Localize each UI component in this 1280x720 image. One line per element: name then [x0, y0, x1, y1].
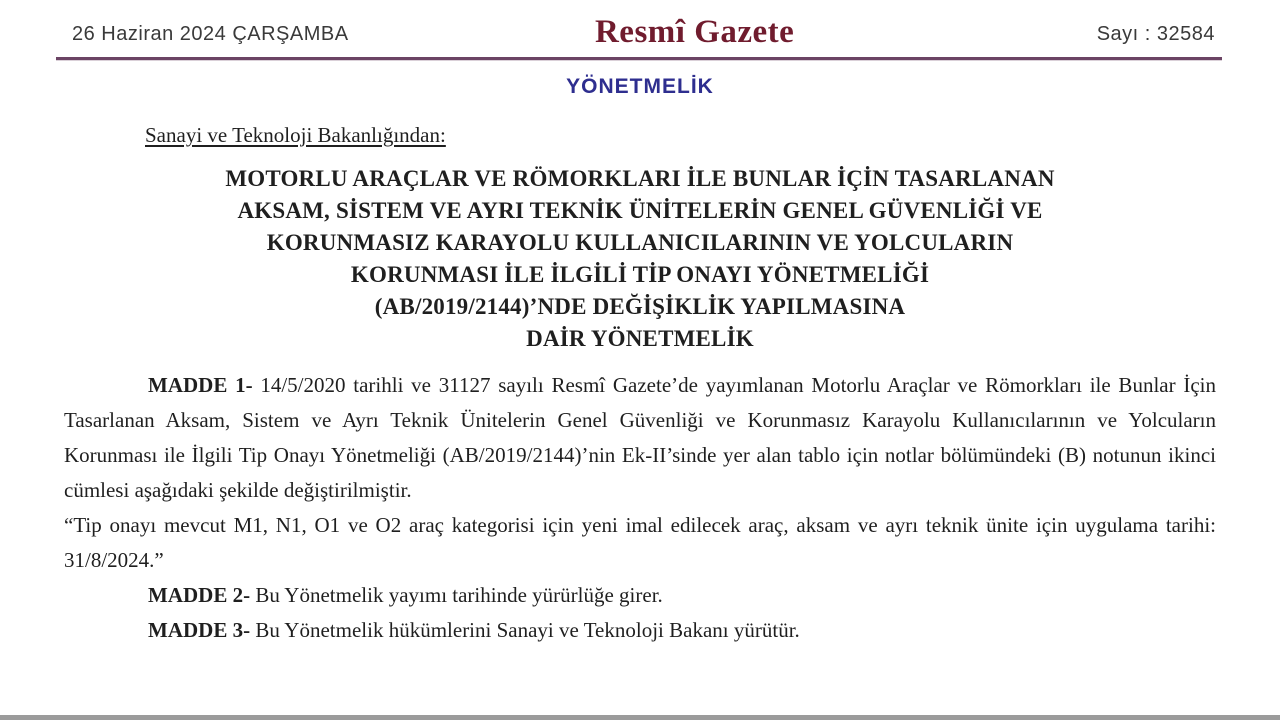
article-3-text: Bu Yönetmelik hükümlerini Sanayi ve Teknoloji Bakanı yürütür.	[250, 618, 800, 642]
article-3-label: MADDE 3-	[148, 618, 251, 642]
gazette-issue-number: Sayı : 32584	[1096, 23, 1215, 45]
regulation-title-line: AKSAM, SİSTEM VE AYRI TEKNİK ÜNİTELERİN GENEL GÜVENLİĞİ VE	[237, 198, 1043, 223]
regulation-title-line: KORUNMASI İLE İLGİLİ TİP ONAYI YÖNETMELİĞİ	[350, 262, 930, 287]
regulation-title-line: (AB/2019/2144)’NDE DEĞİŞİKLİK YAPILMASINA	[374, 294, 906, 319]
gazette-masthead-title: Resmî Gazete	[594, 14, 795, 50]
amendment-quote-paragraph: “Tip onayı mevcut M1, N1, O1 ve O2 araç kategorisi için yeni imal edilecek araç, aksam ve ayrı teknik ünite için uygulama tarihi: 31/8/2024.”	[64, 513, 1216, 572]
article-2-text: Bu Yönetmelik yayımı tarihinde yürürlüğe girer.	[250, 583, 663, 607]
article-3-paragraph	[64, 613, 1216, 648]
page-bottom-edge	[0, 715, 1280, 720]
document-body	[64, 368, 1216, 648]
regulation-title	[0, 163, 1280, 355]
header-divider	[56, 57, 1222, 60]
article-1-label: MADDE 1-	[148, 373, 253, 397]
regulation-title-line: DAİR YÖNETMELİK	[526, 326, 754, 351]
gazette-header	[0, 0, 1280, 57]
article-2-label: MADDE 2-	[148, 583, 251, 607]
article-1-text: 14/5/2020 tarihli ve 31127 sayılı Resmî Gazete’de yayımlanan Motorlu Araçlar ve Römorkları ile Bunlar İçin Tasarlanan Aksam, Sistem ve Ayrı Teknik Ünitelerin Genel Güvenliği ve Korunmasız Karayolu Kullanıcılarının ve Yolcuların Korunması ile İlgili Tip Onayı Yönetmeliği (AB/2019/2144)’nin Ek-II’sinde yer alan tablo için notlar bölümündeki (B) notunun ikinci cümlesi aşağıdaki şekilde değiştirilmiştir.	[64, 373, 1216, 502]
article-2-paragraph	[64, 578, 1216, 613]
gazette-date: 26 Haziran 2024 ÇARŞAMBA	[72, 23, 349, 45]
article-1-paragraph	[64, 368, 1216, 508]
regulation-title-line: KORUNMASIZ KARAYOLU KULLANICILARININ VE YOLCULARIN	[266, 230, 1014, 255]
section-heading: YÖNETMELİK	[566, 75, 714, 98]
regulation-title-line: MOTORLU ARAÇLAR VE RÖMORKLARI İLE BUNLAR İÇİN TASARLANAN	[225, 166, 1055, 191]
ministry-line: Sanayi ve Teknoloji Bakanlığından:	[145, 123, 446, 147]
